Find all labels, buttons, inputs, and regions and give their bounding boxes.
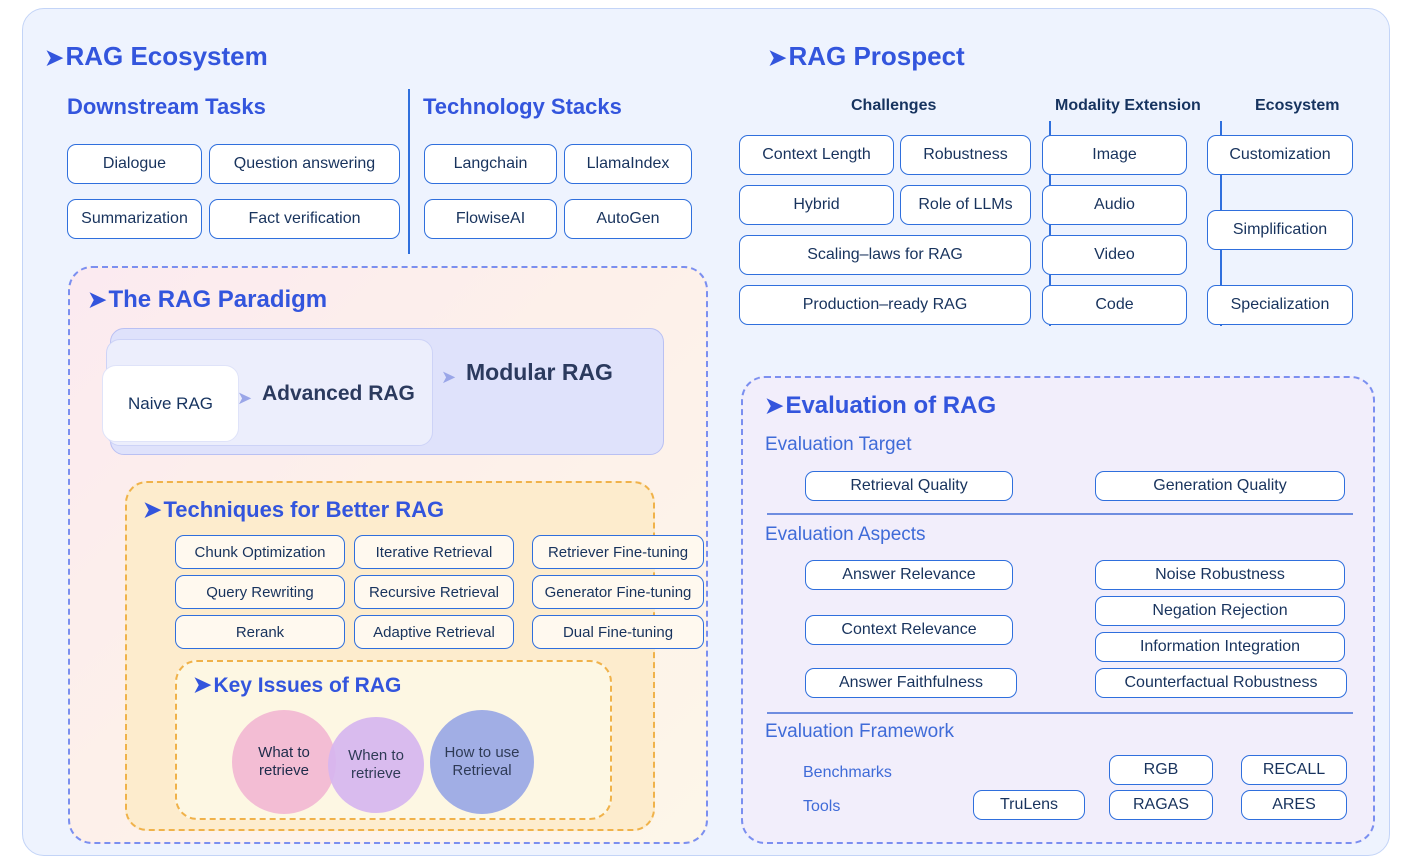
modular-rag-box: [110, 328, 664, 455]
pill-ares[interactable]: ARES: [1241, 790, 1347, 820]
pill-fact-verification[interactable]: Fact verification: [209, 199, 400, 239]
divider-vertical-1: [408, 89, 410, 254]
advanced-rag-label: Advanced RAG: [262, 382, 415, 405]
divider-1: [767, 513, 1353, 515]
key-issues-title-text: Key Issues of RAG: [213, 674, 402, 697]
pill-iterative-retrieval[interactable]: Iterative Retrieval: [354, 535, 514, 569]
pill-trulens[interactable]: TruLens: [973, 790, 1085, 820]
rag-paradigm-card: [68, 266, 708, 844]
pill-question-answering[interactable]: Question answering: [209, 144, 400, 184]
pill-chunk-optimization[interactable]: Chunk Optimization: [175, 535, 345, 569]
pill-simplification[interactable]: Simplification: [1207, 210, 1353, 250]
key-issues-card: [175, 660, 612, 820]
rag-paradigm-title-text: The RAG Paradigm: [108, 286, 328, 313]
pill-hybrid[interactable]: Hybrid: [739, 185, 894, 225]
downstream-tasks-title: Downstream Tasks: [67, 94, 266, 119]
section-title-rag-prospect: [768, 41, 965, 72]
pill-query-rewriting[interactable]: Query Rewriting: [175, 575, 345, 609]
divider-2: [767, 712, 1353, 714]
pill-context-length[interactable]: Context Length: [739, 135, 894, 175]
evaluation-card: [741, 376, 1375, 844]
arrow-icon: ➤: [768, 45, 787, 70]
pill-context-relevance[interactable]: Context Relevance: [805, 615, 1013, 645]
section-title-text: RAG Ecosystem: [65, 41, 268, 71]
pill-dual-fine-tuning[interactable]: Dual Fine-tuning: [532, 615, 704, 649]
advanced-rag-box: [106, 339, 433, 446]
arrow-icon: ➤: [193, 672, 212, 697]
pill-answer-relevance[interactable]: Answer Relevance: [805, 560, 1013, 590]
benchmarks-label: Benchmarks: [803, 764, 892, 781]
pill-langchain[interactable]: Langchain: [424, 144, 557, 184]
modality-extension-title: Modality Extension: [1055, 97, 1201, 114]
pill-generator-fine-tuning[interactable]: Generator Fine-tuning: [532, 575, 704, 609]
arrow-icon: ➤: [765, 393, 784, 418]
tools-label: Tools: [803, 798, 841, 815]
pill-dialogue[interactable]: Dialogue: [67, 144, 202, 184]
evaluation-target-label: Evaluation Target: [765, 434, 912, 455]
blob-label: When to retrieve: [348, 747, 404, 782]
pill-noise-robustness[interactable]: Noise Robustness: [1095, 560, 1345, 590]
section-title-rag-ecosystem: [45, 41, 268, 72]
pill-scaling-laws-for-rag[interactable]: Scaling–laws for RAG: [739, 235, 1031, 275]
techniques-card: [125, 481, 692, 831]
pill-answer-faithfulness[interactable]: Answer Faithfulness: [805, 668, 1017, 698]
pill-code[interactable]: Code: [1042, 285, 1187, 325]
pill-recursive-retrieval[interactable]: Recursive Retrieval: [354, 575, 514, 609]
rag-paradigm-title: [88, 286, 327, 314]
challenges-title: Challenges: [851, 97, 937, 114]
pill-retriever-fine-tuning[interactable]: Retriever Fine-tuning: [532, 535, 704, 569]
pill-recall[interactable]: RECALL: [1241, 755, 1347, 785]
blob-what-to-retrieve: [232, 710, 336, 814]
arrow-right-icon: ➤: [237, 388, 253, 408]
arrow-icon: ➤: [88, 287, 107, 312]
pill-role-of-llms[interactable]: Role of LLMs: [900, 185, 1031, 225]
arrow-icon: ➤: [45, 45, 64, 70]
naive-rag-label: Naive RAG: [127, 393, 214, 413]
blob-when-to-retrieve: [328, 717, 424, 813]
pill-retrieval-quality[interactable]: Retrieval Quality: [805, 471, 1013, 501]
pill-ragas[interactable]: RAGAS: [1109, 790, 1213, 820]
arrow-icon: ➤: [143, 497, 162, 522]
key-issues-title: [193, 672, 401, 698]
pill-adaptive-retrieval[interactable]: Adaptive Retrieval: [354, 615, 514, 649]
pill-generation-quality[interactable]: Generation Quality: [1095, 471, 1345, 501]
evaluation-framework-label: Evaluation Framework: [765, 721, 955, 742]
evaluation-title-text: Evaluation of RAG: [785, 392, 997, 419]
pill-rgb[interactable]: RGB: [1109, 755, 1213, 785]
pill-production-ready-rag[interactable]: Production–ready RAG: [739, 285, 1031, 325]
pill-counterfactual-robustness[interactable]: Counterfactual Robustness: [1095, 668, 1347, 698]
evaluation-title: [765, 392, 996, 420]
pill-autogen[interactable]: AutoGen: [564, 199, 692, 239]
pill-image[interactable]: Image: [1042, 135, 1187, 175]
pill-negation-rejection[interactable]: Negation Rejection: [1095, 596, 1345, 626]
pill-video[interactable]: Video: [1042, 235, 1187, 275]
pill-rerank[interactable]: Rerank: [175, 615, 345, 649]
blob-how-to-use-retrieval: [430, 710, 534, 814]
blob-label: What to retrieve: [258, 744, 310, 779]
section-title-text: RAG Prospect: [788, 41, 965, 71]
techniques-title: [143, 497, 444, 523]
pill-specialization[interactable]: Specialization: [1207, 285, 1353, 325]
technology-stacks-title: Technology Stacks: [423, 94, 622, 119]
pill-flowiseai[interactable]: FlowiseAI: [424, 199, 557, 239]
pill-robustness[interactable]: Robustness: [900, 135, 1031, 175]
pill-customization[interactable]: Customization: [1207, 135, 1353, 175]
evaluation-aspects-label: Evaluation Aspects: [765, 524, 926, 545]
arrow-right-icon: ➤: [441, 367, 457, 387]
diagram-canvas: [22, 8, 1390, 856]
naive-rag-box: [102, 365, 239, 442]
pill-summarization[interactable]: Summarization: [67, 199, 202, 239]
ecosystem-title: Ecosystem: [1255, 97, 1340, 114]
pill-information-integration[interactable]: Information Integration: [1095, 632, 1345, 662]
modular-rag-label: Modular RAG: [466, 359, 613, 385]
pill-audio[interactable]: Audio: [1042, 185, 1187, 225]
blob-label: How to use Retrieval: [444, 744, 520, 779]
pill-llamaindex[interactable]: LlamaIndex: [564, 144, 692, 184]
techniques-title-text: Techniques for Better RAG: [163, 497, 445, 522]
